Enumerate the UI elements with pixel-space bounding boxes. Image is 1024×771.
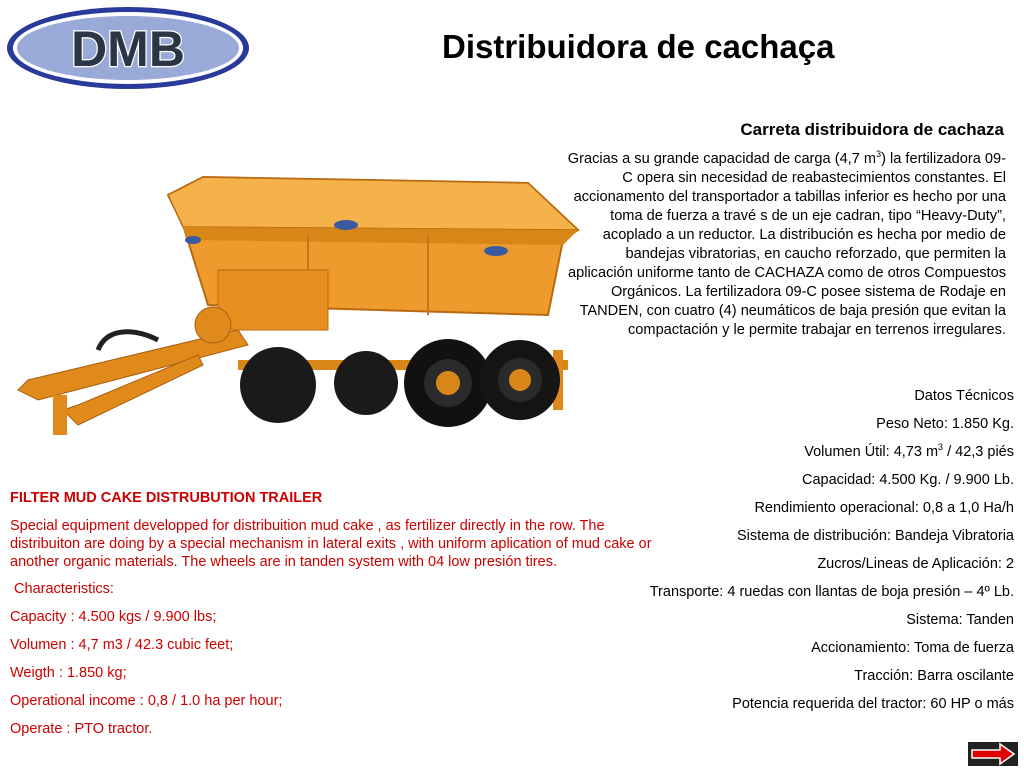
dmb-logo [4, 4, 252, 92]
technical-data-list [644, 388, 1014, 724]
spec-capacidad: Capacidad: 4.500 Kg. / 9.900 Lb. [801, 472, 1014, 488]
english-description: Special equipment developped for distribuition mud cake , as fertilizer directly in the row. The distribuiton are doing by a special mechanism in lateral exits , with uniform aplication of mud cake or another organic materials. The wheels are in tanden system with 04 low presión tires. [10, 518, 652, 570]
spec-accionamiento: Accionamiento: Toma de fuerza [811, 640, 1014, 656]
spec-volumen-part-2: / 42,3 piés [943, 444, 1014, 460]
english-weight: Weigth : 1.850 kg; [10, 665, 127, 681]
spanish-description [566, 150, 1006, 340]
english-operational: Operational income : 0,8 / 1.0 ha per hour; [10, 693, 283, 709]
english-characteristics: Characteristics: [10, 581, 114, 597]
spec-sistema: Sistema: Tanden [906, 612, 1014, 628]
spec-rendimiento: Rendimiento operacional: 0,8 a 1,0 Ha/h [754, 500, 1014, 516]
description-part-2: ) la fertilizadora 09-C opera sin necesidad de reabastecimientos constantes. El accionamento del transportador a tabillas inferior es hecho por una toma de fuerza a travé s de un eje cadran, tipo “Heavy-Duty”, acoplado a un reductor. La distribución es hecha por medio de bandejas vibratorias, en caucho reforzado, que permiten la aplicación uniforme tanto de CACHAZA como de otros Compuestos Orgánicos. La fertilizadora 09-C posee sistema de Rodaje en TANDEN, con cuatro (4) neumáticos de baja presión que evitan la compactación y le permite trabajar en terrenos irregulares. [567, 151, 1006, 338]
spec-potencia: Potencia requerida del tractor: 60 HP o más [732, 696, 1014, 712]
spec-volumen-part-1: Volumen Útil: 4,73 m [804, 444, 939, 460]
spec-heading: Datos Técnicos [914, 388, 1014, 404]
spec-peso: Peso Neto: 1.850 Kg. [876, 416, 1014, 432]
description-part-1: Gracias a su grande capacidad de carga (4,7 m [567, 151, 877, 167]
english-capacity: Capacity : 4.500 kgs / 9.900 lbs; [10, 609, 217, 625]
description-superscript: 3 [876, 149, 882, 160]
logo-text: DMB [71, 21, 185, 77]
spec-sistema-distribucion: Sistema de distribución: Bandeja Vibratoria [736, 528, 1014, 544]
spec-zucros: Zucros/Lineas de Aplicación: 2 [817, 556, 1014, 572]
page-title: Distribuidora de cachaça [442, 28, 835, 65]
next-button[interactable] [968, 742, 1018, 766]
english-heading: FILTER MUD CAKE DISTRUBUTION TRAILER [10, 490, 323, 506]
spec-transporte: Transporte: 4 ruedas con llantas de boja presión – 4º Lb. [649, 584, 1014, 600]
spec-volumen [644, 444, 1014, 461]
english-operate: Operate : PTO tractor. [10, 721, 153, 737]
next-arrow-icon [968, 742, 1018, 766]
spec-traccion: Tracción: Barra oscilante [854, 668, 1014, 684]
spec-volumen-superscript: 3 [938, 442, 944, 453]
spanish-subtitle: Carreta distribuidora de cachaza [740, 120, 1004, 139]
trailer-image [8, 155, 583, 445]
english-volume: Volumen : 4,7 m3 / 42.3 cubic feet; [10, 637, 234, 653]
english-section [10, 490, 665, 749]
